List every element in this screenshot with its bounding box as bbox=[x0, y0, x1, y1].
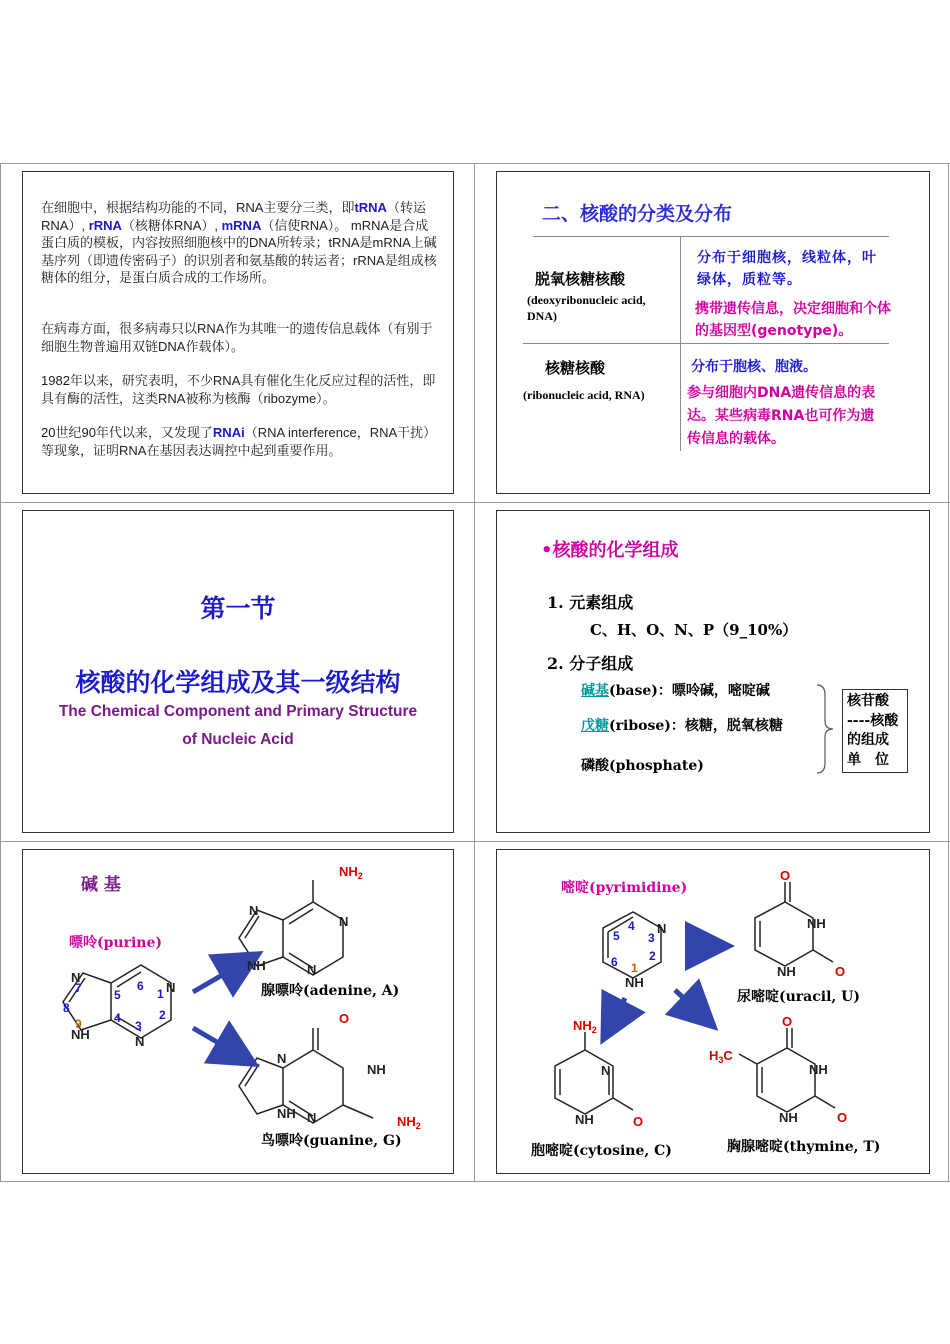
trna-note: （转运RNA）, bbox=[41, 200, 426, 233]
purine-num-8: 8 bbox=[63, 1001, 70, 1015]
rrna-note: （核糖体RNA）, bbox=[121, 217, 218, 233]
sugar-term: 戊糖 bbox=[581, 718, 609, 734]
dna-distribution: 分布于细胞核，线粒体，叶绿体，质粒等。 bbox=[697, 250, 877, 288]
base-term: 碱基 bbox=[581, 683, 609, 699]
rna-distribution: 分布于胞核、胞液。 bbox=[691, 359, 817, 375]
unit-box-line-2: ----核酸 bbox=[847, 712, 899, 729]
pyrimidine-num-4: 4 bbox=[628, 919, 635, 933]
cytosine-oxygen: O bbox=[633, 1114, 644, 1129]
unit-box-line-4: 单 位 bbox=[847, 751, 889, 768]
purine-num-9: 9 bbox=[75, 1017, 82, 1031]
base-description: (base)：嘌呤碱，嘧啶碱 bbox=[609, 683, 770, 699]
composition-heading: •核酸的化学组成 bbox=[541, 540, 679, 561]
dna-function: 携带遗传信息，决定细胞和个体的基因型(genotype)。 bbox=[695, 301, 891, 339]
thymine-atom-n1: NH bbox=[779, 1110, 798, 1125]
section-title-cn: 核酸的化学组成及其一级结构 bbox=[75, 668, 401, 697]
rna-classes-intro: 在细胞中，根据结构功能的不同，RNA主要分三类，即 bbox=[41, 200, 355, 215]
nucleotide-unit-box bbox=[842, 689, 908, 773]
arrow-to-adenine bbox=[193, 956, 255, 992]
pyrimidine-num-1: 1 bbox=[631, 961, 638, 975]
guanine-ring bbox=[239, 1028, 373, 1123]
sugar-description: (ribose)：核糖，脱氧核糖 bbox=[609, 718, 783, 734]
cytosine-atom-n1: NH bbox=[575, 1112, 594, 1127]
classification-heading: 二、核酸的分类及分布 bbox=[542, 203, 733, 225]
rna-classes-paragraph bbox=[41, 199, 441, 287]
rnai-paragraph bbox=[41, 424, 441, 459]
pyrimidine-atom-n1: NH bbox=[625, 975, 644, 990]
purine-num-4: 4 bbox=[114, 1011, 121, 1025]
guanine-atom-n7: N bbox=[277, 1051, 287, 1066]
purine-num-2: 2 bbox=[159, 1008, 166, 1022]
page-rule-center bbox=[474, 163, 475, 1181]
thymine-methyl-group: $H_3C$ bbox=[709, 1048, 733, 1065]
dna-full-name: (deoxyribonucleic acid, DNA) bbox=[527, 293, 646, 323]
composition-brace bbox=[813, 683, 837, 775]
bases-heading: 碱 基 bbox=[81, 875, 121, 895]
slide-purine-bases bbox=[22, 849, 454, 1174]
uracil-atom-n3: NH bbox=[807, 916, 826, 931]
virus-rna-paragraph: 在病毒方面，很多病毒只以RNA作为其唯一的遗传信息载体（有别于细胞生物普遍用双链DNA作载体）。 bbox=[41, 321, 433, 354]
base-line bbox=[581, 680, 770, 700]
guanine-atom-n1: NH bbox=[367, 1062, 386, 1077]
element-list: C、H、O、N、P（9_10%） bbox=[590, 621, 798, 639]
purine-num-6: 6 bbox=[137, 979, 144, 993]
unit-box-line-1: 核苷酸 bbox=[847, 693, 889, 709]
purine-label: 嘌呤(purine) bbox=[69, 935, 162, 951]
purine-num-3: 3 bbox=[135, 1019, 142, 1033]
guanine-atom-n9: NH bbox=[277, 1106, 296, 1121]
pyrimidine-num-6: 6 bbox=[611, 955, 618, 969]
trna-term: tRNA bbox=[354, 200, 387, 215]
adenine-label: 腺嘌呤(adenine, A) bbox=[261, 983, 400, 999]
rrna-term: rRNA bbox=[88, 217, 122, 233]
slide-pyrimidine-bases bbox=[496, 849, 930, 1174]
page-rule-left bbox=[0, 163, 1, 1181]
table-rule-vertical bbox=[680, 236, 681, 451]
page-rule-right bbox=[948, 163, 949, 1181]
page-rule-1 bbox=[0, 502, 950, 503]
pyrimidine-atom-n3: N bbox=[657, 921, 667, 936]
ribozyme-paragraph: 1982年以来，研究表明，不少RNA具有催化生化反应过程的活性，即具有酶的活性，这类RNA被称为核酶（ribozyme）。 bbox=[41, 373, 436, 406]
rna-name: 核糖核酸 bbox=[545, 359, 606, 377]
cytosine-ring bbox=[555, 1032, 633, 1114]
phosphate-line: 磷酸(phosphate) bbox=[581, 758, 704, 774]
page-rule-2 bbox=[0, 841, 950, 842]
cytosine-label: 胞嘧啶(cytosine, C) bbox=[531, 1143, 672, 1159]
guanine-label: 鸟嘌呤(guanine, G) bbox=[261, 1133, 402, 1149]
uracil-atom-n1: NH bbox=[777, 964, 796, 979]
slide-rna-types bbox=[22, 171, 454, 494]
thymine-oxygen-2: O bbox=[837, 1110, 848, 1125]
page-rule-top bbox=[0, 163, 950, 164]
rna-classes-detail: mRNA是合成蛋白质的模板，内容按照细胞核中的DNA所转录；tRNA是mRNA上碱基序列（即遗传密码子）的识别者和氨基酸的转运者；rRNA是组成核糖体的组分，是蛋白质合成的工作场所。 bbox=[41, 217, 437, 285]
purine-num-5: 5 bbox=[114, 988, 121, 1002]
mrna-term: mRNA bbox=[221, 217, 262, 233]
adenine-amino-group: $NH_2$ bbox=[339, 864, 363, 881]
adenine-atom-n7: N bbox=[249, 903, 259, 918]
sugar-line bbox=[581, 715, 783, 735]
molecular-composition-item: 2. 分子组成 bbox=[547, 654, 634, 673]
purine-structures bbox=[23, 850, 454, 1174]
rnai-intro: 20世纪90年代以来，又发现了 bbox=[41, 425, 213, 440]
pyrimidine-num-5: 5 bbox=[613, 929, 620, 943]
purine-num-1: 1 bbox=[157, 987, 164, 1001]
unit-box-line-3: 的组成 bbox=[847, 732, 889, 748]
page-rule-bottom bbox=[0, 1181, 950, 1182]
purine-atom-n1: N bbox=[166, 980, 176, 995]
section-title-en-line1: The Chemical Component and Primary Structure bbox=[58, 703, 418, 720]
adenine-atom-n9: NH bbox=[247, 958, 266, 973]
rna-full-name: (ribonucleic acid, RNA) bbox=[523, 388, 645, 402]
mrna-note: （信使RNA）。 bbox=[261, 217, 348, 233]
table-rule-mid bbox=[523, 343, 889, 344]
table-rule-top bbox=[533, 236, 889, 237]
arrow-to-guanine bbox=[193, 1028, 251, 1062]
rna-function: 参与细胞内DNA遗传信息的表达。某些病毒RNA也可作为遗传信息的载体。 bbox=[687, 385, 876, 447]
thymine-atom-n3: NH bbox=[809, 1062, 828, 1077]
pyrimidine-heading: 嘧啶(pyrimidine) bbox=[561, 880, 688, 896]
rnai-detail: （RNA interference，RNA干扰）等现象，证明RNA在基因表达调控中起到重要作用。 bbox=[41, 425, 437, 458]
adenine-atom-n1: N bbox=[339, 914, 349, 929]
element-composition-item: 1. 元素组成 bbox=[547, 593, 634, 612]
slide-chemical-composition bbox=[496, 510, 930, 833]
purine-num-7: 7 bbox=[75, 981, 82, 995]
purine-atom-n3: N bbox=[135, 1034, 145, 1049]
pyrimidine-num-2: 2 bbox=[649, 949, 656, 963]
section-number: 第一节 bbox=[200, 594, 276, 623]
slide-section-title bbox=[22, 510, 454, 833]
guanine-amino-group: $NH_2$ bbox=[397, 1114, 421, 1131]
cytosine-atom-n3: N bbox=[601, 1063, 611, 1078]
arrow-to-cytosine bbox=[605, 998, 625, 1036]
adenine-atom-n3: N bbox=[307, 962, 317, 977]
uracil-oxygen-2: O bbox=[835, 964, 846, 979]
rnai-term: RNAi bbox=[212, 425, 245, 440]
dna-name: 脱氧核糖核酸 bbox=[535, 270, 626, 288]
section-title-en-line2: of Nucleic Acid bbox=[182, 731, 294, 748]
thymine-oxygen-4: O bbox=[782, 1014, 793, 1029]
uracil-label: 尿嘧啶(uracil, U) bbox=[737, 989, 860, 1005]
purine-atom-n7: N bbox=[71, 970, 81, 985]
guanine-atom-n3: N bbox=[307, 1110, 317, 1125]
arrow-to-thymine bbox=[675, 990, 711, 1024]
slide-nucleic-acid-classification bbox=[496, 171, 930, 494]
pyrimidine-structures bbox=[497, 850, 930, 1174]
purine-atom-n9: NH bbox=[71, 1027, 90, 1042]
uracil-oxygen-4: O bbox=[780, 868, 791, 883]
cytosine-amino-group: $NH_2$ bbox=[573, 1018, 597, 1035]
thymine-label: 胸腺嘧啶(thymine, T) bbox=[727, 1139, 881, 1155]
guanine-oxygen: O bbox=[339, 1011, 350, 1026]
pyrimidine-num-3: 3 bbox=[648, 931, 655, 945]
